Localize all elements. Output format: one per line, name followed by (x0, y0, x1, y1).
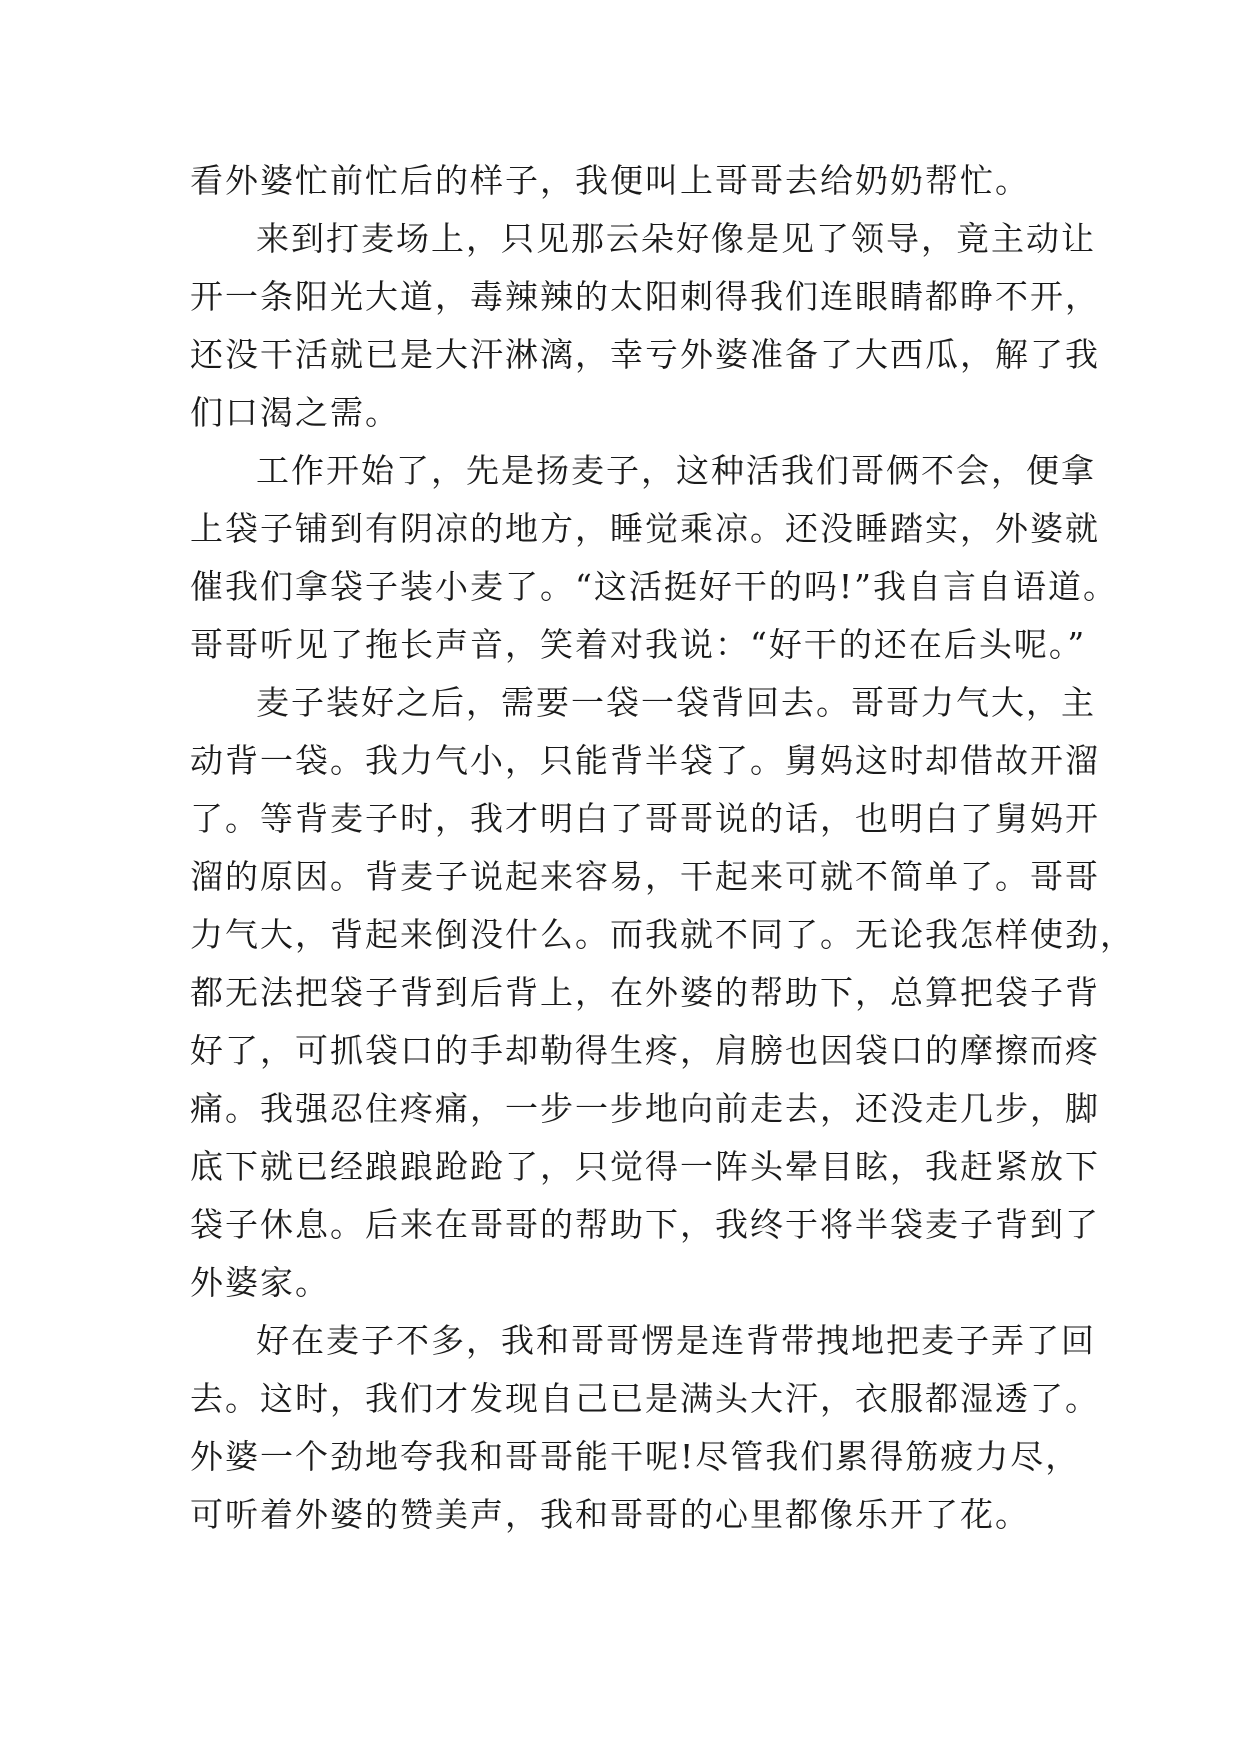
text-line: 外婆一个劲地夸我和哥哥能干呢!尽管我们累得筋疲力尽， (190, 1437, 1081, 1476)
text-line: 痛。我强忍住疼痛，一步一步地向前走去，还没走几步，脚 (190, 1089, 1100, 1128)
text-line: 好了，可抓袋口的手却勒得生疼，肩膀也因袋口的摩擦而疼 (190, 1031, 1100, 1070)
text-line: 还没干活就已是大汗淋漓，幸亏外婆准备了大西瓜，解了我 (190, 335, 1100, 374)
text-line: 催我们拿袋子装小麦了。“这活挺好干的吗!”我自言自语道。 (190, 567, 1119, 606)
text-line: 袋子休息。后来在哥哥的帮助下，我终于将半袋麦子背到了 (190, 1205, 1100, 1244)
body-text (190, 152, 1135, 1544)
text-line: 们口渴之需。 (190, 393, 400, 432)
text-line: 动背一袋。我力气小，只能背半袋了。舅妈这时却借故开溜 (190, 741, 1100, 780)
text-line: 可听着外婆的赞美声，我和哥哥的心里都像乐开了花。 (190, 1495, 1030, 1534)
text-line: 底下就已经踉踉跄跄了，只觉得一阵头晕目眩，我赶紧放下 (190, 1147, 1100, 1186)
text-line: 开一条阳光大道，毒辣辣的太阳刺得我们连眼睛都睁不开， (190, 277, 1100, 316)
text-line: 都无法把袋子背到后背上，在外婆的帮助下，总算把袋子背 (190, 973, 1100, 1012)
text-line: 来到打麦场上，只见那云朵好像是见了领导，竟主动让 (256, 219, 1096, 258)
text-line: 溜的原因。背麦子说起来容易，干起来可就不简单了。哥哥 (190, 857, 1100, 896)
text-line: 上袋子铺到有阴凉的地方，睡觉乘凉。还没睡踏实，外婆就 (190, 509, 1100, 548)
text-line: 外婆家。 (190, 1263, 330, 1302)
text-line: 了。等背麦子时，我才明白了哥哥说的话，也明白了舅妈开 (190, 799, 1100, 838)
text-line: 力气大，背起来倒没什么。而我就不同了。无论我怎样使劲， (190, 915, 1135, 954)
text-line: 哥哥听见了拖长声音，笑着对我说：“好干的还在后头呢。” (190, 625, 1087, 664)
text-line: 看外婆忙前忙后的样子，我便叫上哥哥去给奶奶帮忙。 (190, 161, 1030, 200)
text-line: 去。这时，我们才发现自己已是满头大汗，衣服都湿透了。 (190, 1379, 1100, 1418)
text-line: 好在麦子不多，我和哥哥愣是连背带拽地把麦子弄了回 (256, 1321, 1096, 1360)
text-line: 工作开始了，先是扬麦子，这种活我们哥俩不会，便拿 (256, 451, 1096, 490)
text-line: 麦子装好之后，需要一袋一袋背回去。哥哥力气大，主 (256, 683, 1096, 722)
